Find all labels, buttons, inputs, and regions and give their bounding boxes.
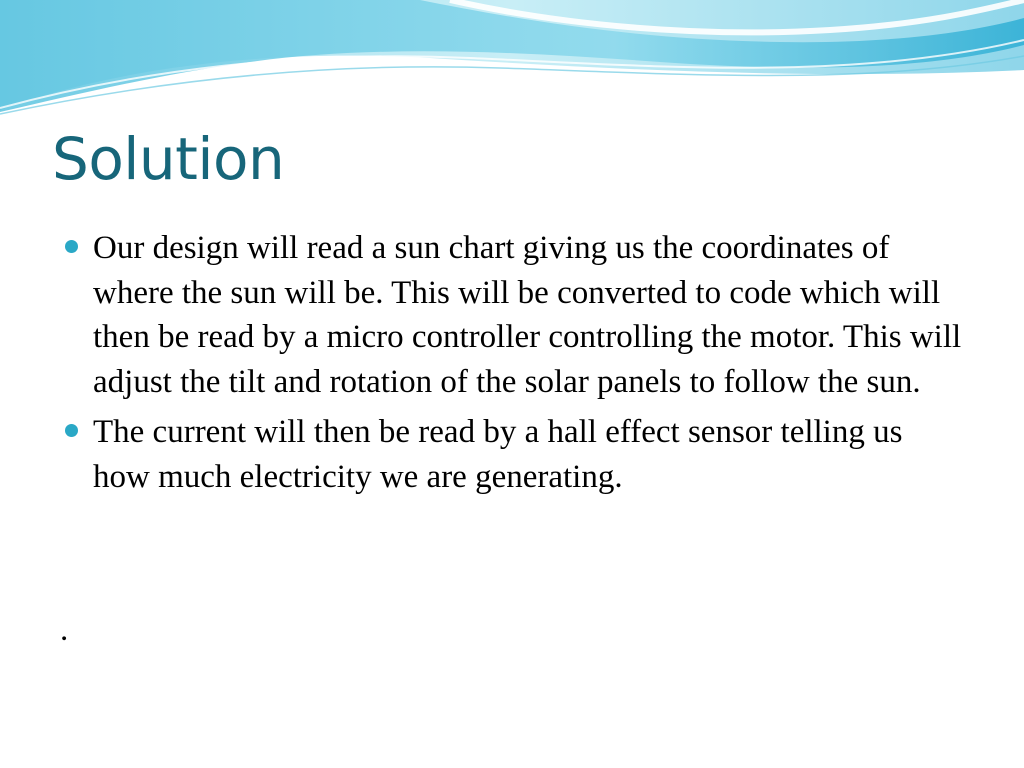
trailing-text: . <box>60 612 69 648</box>
bullet-text: Our design will read a sun chart giving us the coordinates of where the sun will be. This will be converted to code which will then be read by a micro controller controlling the motor. This will adjust the tilt and rotation of the solar panels to follow the sun. <box>93 230 962 400</box>
bullet-text: The current will then be read by a hall effect sensor telling us how much electricity we are generating. <box>93 414 903 495</box>
bullet-item <box>62 226 962 404</box>
slide-title: Solution <box>52 125 285 193</box>
bullet-item <box>62 410 962 499</box>
wave-header-decoration <box>0 0 1024 130</box>
bullet-list <box>62 226 962 505</box>
bullet-dot-icon <box>65 424 78 437</box>
bullet-dot-icon <box>65 240 78 253</box>
